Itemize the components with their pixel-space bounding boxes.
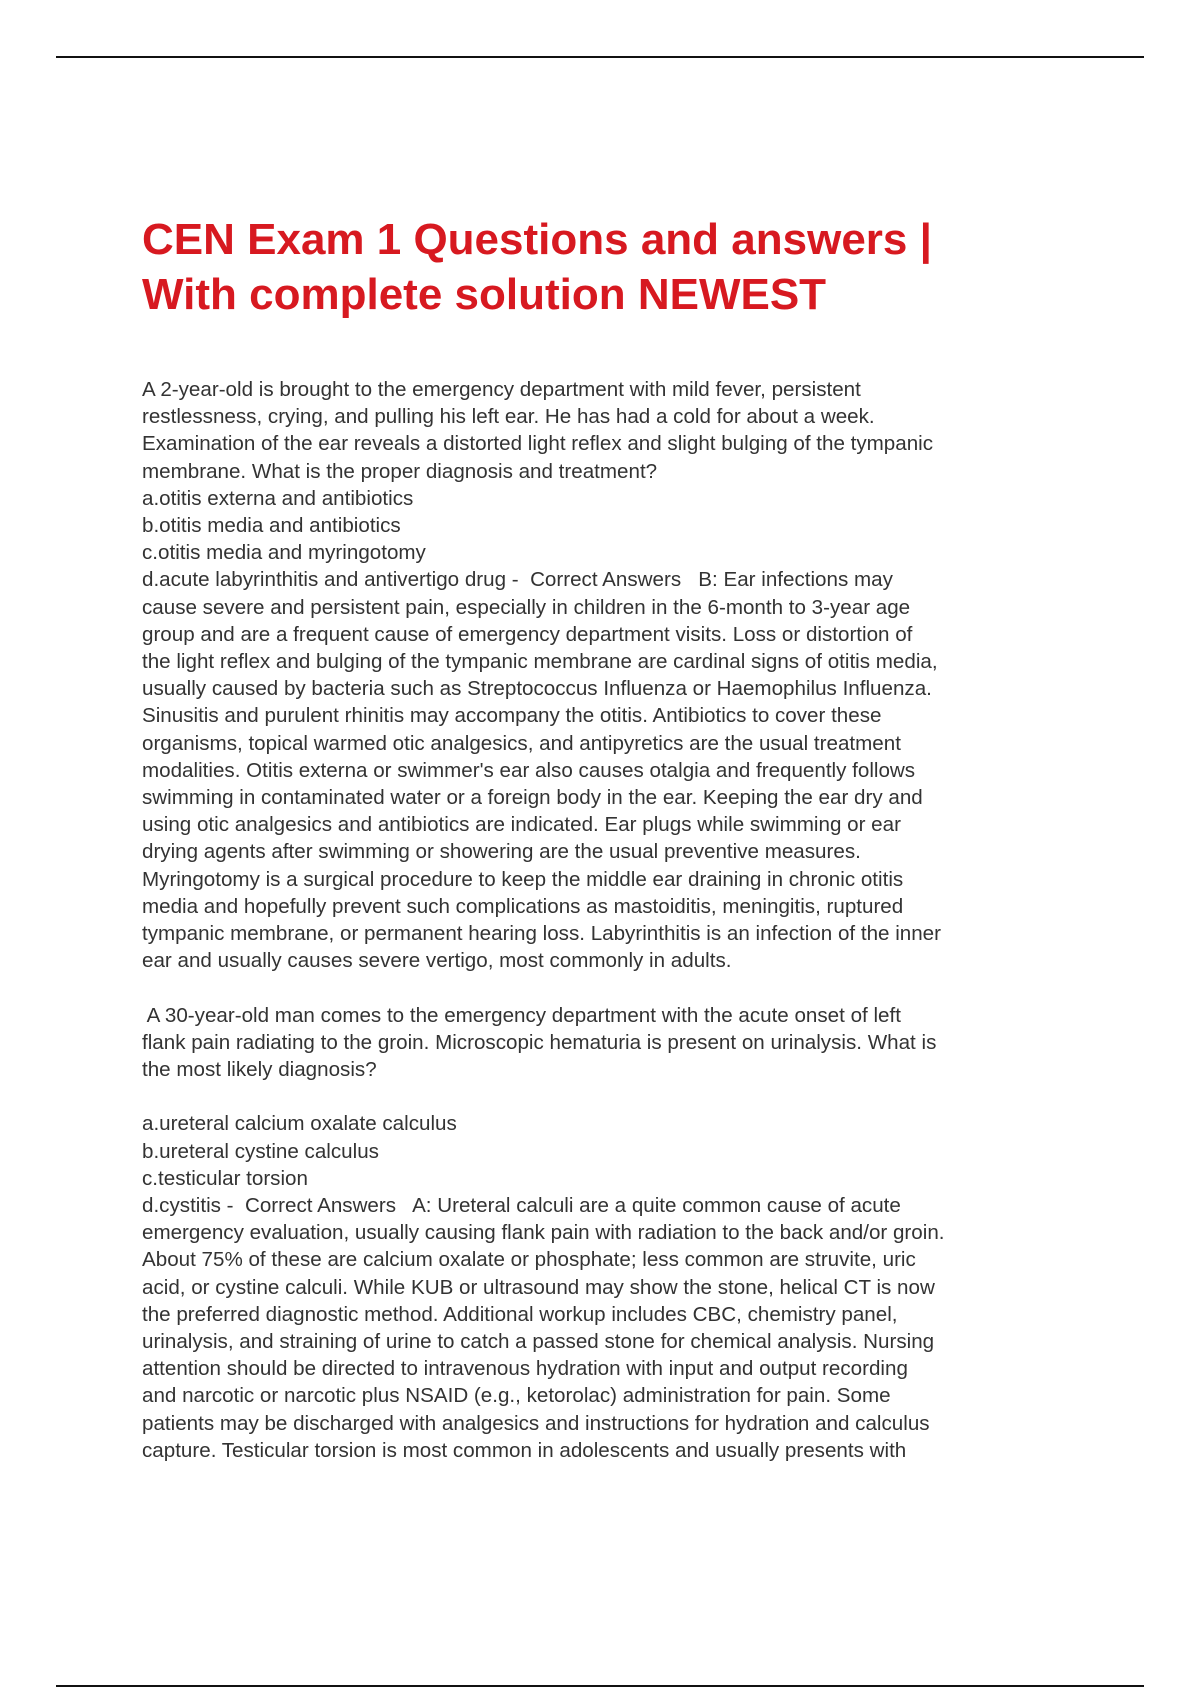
header-rule [56, 56, 1144, 58]
document-page [142, 212, 1082, 1464]
answer-option: c.otitis media and myringotomy [142, 541, 426, 565]
text-line: About 75% of these are calcium oxalate or phosphate; less common are struvite, uric [142, 1248, 916, 1272]
text-line: the light reflex and bulging of the tympanic membrane are cardinal signs of otitis media, [142, 650, 938, 674]
text-line: emergency evaluation, usually causing flank pain with radiation to the back and/or groin. [142, 1221, 945, 1245]
text-line: organisms, topical warmed otic analgesics, and antipyretics are the usual treatment [142, 731, 901, 755]
paragraph-gap [142, 974, 1082, 1001]
text-line: cause severe and persistent pain, especially in children in the 6-month to 3-year age [142, 595, 911, 619]
title-line: With complete solution NEWEST [142, 270, 827, 319]
answer-option: c.testicular torsion [142, 1166, 308, 1190]
paragraph-gap [142, 1083, 1082, 1110]
document-title [142, 212, 1082, 322]
text-line: membrane. What is the proper diagnosis and treatment? [142, 459, 658, 483]
question-1 [142, 376, 1082, 974]
text-line: Sinusitis and purulent rhinitis may accompany the otitis. Antibiotics to cover these [142, 704, 882, 728]
text-line: using otic analgesics and antibiotics are indicated. Ear plugs while swimming or ear [142, 813, 901, 837]
text-line: ear and usually causes severe vertigo, most commonly in adults. [142, 949, 732, 973]
text-line: group and are a frequent cause of emergency department visits. Loss or distortion of [142, 622, 913, 646]
text-line: usually caused by bacteria such as Streptococcus Influenza or Haemophilus Influenza. [142, 677, 932, 701]
text-line: A 30-year-old man comes to the emergency department with the acute onset of left [142, 1003, 901, 1027]
text-line: urinalysis, and straining of urine to catch a passed stone for chemical analysis. Nursing [142, 1330, 935, 1354]
text-line: modalities. Otitis externa or swimmer's ear also causes otalgia and frequently follows [142, 758, 916, 782]
text-line: Examination of the ear reveals a distorted light reflex and slight bulging of the tympanic [142, 432, 934, 456]
answer-option: a.ureteral calcium oxalate calculus [142, 1112, 457, 1136]
footer-rule [56, 1685, 1144, 1687]
question-2 [142, 1002, 1082, 1464]
answer-option: b.ureteral cystine calculus [142, 1139, 379, 1163]
text-line: the preferred diagnostic method. Additional workup includes CBC, chemistry panel, [142, 1302, 898, 1326]
answer-option: a.otitis externa and antibiotics [142, 486, 414, 510]
text-line: swimming in contaminated water or a foreign body in the ear. Keeping the ear dry and [142, 786, 923, 810]
text-line: Myringotomy is a surgical procedure to keep the middle ear draining in chronic otitis [142, 867, 904, 891]
document-body [142, 376, 1082, 1464]
text-line: A 2-year-old is brought to the emergency department with mild fever, persistent [142, 378, 861, 401]
text-line: restlessness, crying, and pulling his left ear. He has had a cold for about a week. [142, 405, 875, 429]
answer-option: d.acute labyrinthitis and antivertigo drug - Correct Answers B: Ear infections may [142, 568, 893, 592]
answer-option: b.otitis media and antibiotics [142, 514, 401, 538]
text-line: and narcotic or narcotic plus NSAID (e.g., ketorolac) administration for pain. Some [142, 1384, 891, 1408]
text-line: patients may be discharged with analgesics and instructions for hydration and calculus [142, 1411, 930, 1435]
text-line: flank pain radiating to the groin. Microscopic hematuria is present on urinalysis. What is [142, 1030, 937, 1054]
title-line: CEN Exam 1 Questions and answers | [142, 215, 932, 264]
answer-option: d.cystitis - Correct Answers A: Ureteral calculi are a quite common cause of acute [142, 1194, 901, 1218]
text-line: drying agents after swimming or showering are the usual preventive measures. [142, 840, 861, 864]
text-line: acid, or cystine calculi. While KUB or ultrasound may show the stone, helical CT is now [142, 1275, 935, 1299]
text-line: media and hopefully prevent such complications as mastoiditis, meningitis, ruptured [142, 894, 904, 918]
text-line: tympanic membrane, or permanent hearing loss. Labyrinthitis is an infection of the inner [142, 922, 941, 946]
text-line: the most likely diagnosis? [142, 1058, 377, 1082]
text-line: capture. Testicular torsion is most common in adolescents and usually presents with [142, 1438, 907, 1462]
text-line: attention should be directed to intravenous hydration with input and output recording [142, 1357, 908, 1381]
